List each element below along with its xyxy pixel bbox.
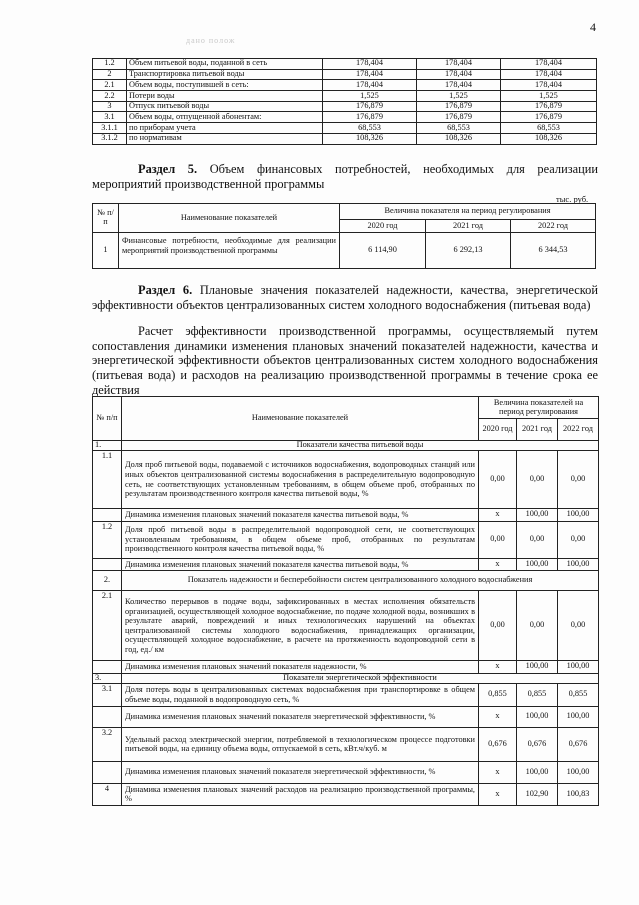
value-2022: 178,404 <box>501 80 597 91</box>
header-indicator-name: Наименование показателей <box>122 397 479 441</box>
value-2022: 176,879 <box>501 112 597 123</box>
row-name: Объем воды, поступившей в сеть: <box>127 80 323 91</box>
group-number: 1. <box>93 441 122 451</box>
value-2021: 100,00 <box>517 761 558 783</box>
row-name: Доля проб питьевой воды в распределительной водопроводной сети, не соответствующих установленным требованиям, в общем объеме проб, отобранных по результатам производственного контроля качества питьевой воды, % <box>122 521 479 558</box>
value-2022: 108,326 <box>501 133 597 144</box>
table-row <box>93 112 597 123</box>
header-indicator-name: Наименование показателей <box>119 204 340 233</box>
row-name: Объем воды, отпущенной абонентам: <box>127 112 323 123</box>
value-2020: 178,404 <box>323 80 417 91</box>
header-year-2022: 2022 год <box>558 419 599 441</box>
row-number: 3.1 <box>93 683 122 706</box>
row-number: 3 <box>93 101 127 112</box>
table-row <box>93 683 599 706</box>
table-row <box>93 783 599 805</box>
header-number: № п/п <box>93 397 122 441</box>
value-2022: 178,404 <box>501 69 597 80</box>
units-label: тыс. руб. <box>556 194 589 204</box>
row-number: 4 <box>93 783 122 805</box>
value-2021: 1,525 <box>417 91 501 102</box>
group-row <box>93 571 599 591</box>
value-2020: x <box>479 761 517 783</box>
table-row <box>93 706 599 727</box>
value-2022: 100,00 <box>558 761 599 783</box>
row-name: Потери воды <box>127 91 323 102</box>
value-2020: 0,855 <box>479 683 517 706</box>
row-number: 1.2 <box>93 59 127 70</box>
table-row <box>93 558 599 571</box>
value-2021: 100,00 <box>517 558 558 571</box>
header-year-2021: 2021 год <box>426 220 511 233</box>
row-name: по нормативам <box>127 133 323 144</box>
value-2020: 178,404 <box>323 69 417 80</box>
row-name: по приборам учета <box>127 123 323 134</box>
value-2020: x <box>479 558 517 571</box>
value-2020: 0,00 <box>479 451 517 509</box>
value-2021: 0,00 <box>517 521 558 558</box>
value-2020: 176,879 <box>323 112 417 123</box>
financial-needs-table <box>92 203 596 269</box>
value-2021: 0,00 <box>517 451 558 509</box>
group-row <box>93 673 599 683</box>
header-number: № п/п <box>93 204 119 233</box>
table-row <box>93 761 599 783</box>
value-2021: 178,404 <box>417 59 501 70</box>
value-2021: 100,00 <box>517 661 558 674</box>
group-number: 2. <box>93 571 122 591</box>
value-2022: 100,00 <box>558 558 599 571</box>
value-2021: 100,00 <box>517 509 558 522</box>
value-2021: 6 292,13 <box>426 233 511 269</box>
row-name: Объем питьевой воды, поданной в сеть <box>127 59 323 70</box>
value-2020: 108,326 <box>323 133 417 144</box>
value-2020: x <box>479 509 517 522</box>
value-2022: 100,00 <box>558 661 599 674</box>
row-number: 1 <box>93 233 119 269</box>
header-year-2020: 2020 год <box>340 220 426 233</box>
group-title: Показатели качества питьевой воды <box>122 441 599 451</box>
section-6-label: Раздел 6. <box>138 283 193 297</box>
section-5-heading <box>92 162 598 191</box>
row-number: 3.1.2 <box>93 133 127 144</box>
value-2020: 0,00 <box>479 521 517 558</box>
row-name: Отпуск питьевой воды <box>127 101 323 112</box>
value-2021: 68,553 <box>417 123 501 134</box>
section-6-title: Плановые значения показателей надежности, качества, энергетической эффективности объектов централизованных систем холодного водоснабжения (питьевая вода) <box>92 283 598 312</box>
table-row <box>93 451 599 509</box>
table-row <box>93 80 597 91</box>
value-2022: 0,855 <box>558 683 599 706</box>
value-2021: 0,855 <box>517 683 558 706</box>
header-year-2021: 2021 год <box>517 419 558 441</box>
table-row <box>93 521 599 558</box>
value-2021: 178,404 <box>417 69 501 80</box>
group-row <box>93 441 599 451</box>
row-name: Удельный расход электрической энергии, потребляемой в технологическом процессе подготовки питьевой воды, на единицу объема воды, отпускаемой в сеть, кВт.ч/куб. м <box>122 727 479 761</box>
value-2022: 0,00 <box>558 591 599 661</box>
value-2020: 178,404 <box>323 59 417 70</box>
value-2020: 1,525 <box>323 91 417 102</box>
table-row <box>93 727 599 761</box>
value-2020: x <box>479 706 517 727</box>
row-number: 2.1 <box>93 80 127 91</box>
section-6-heading <box>92 283 598 312</box>
header-year-2020: 2020 год <box>479 419 517 441</box>
row-number: 3.1 <box>93 112 127 123</box>
row-number: 3.1.1 <box>93 123 127 134</box>
value-2022: 0,676 <box>558 727 599 761</box>
section-5-title: Объем финансовых потребностей, необходимых для реализации мероприятий производственной программы <box>92 162 598 191</box>
table-row <box>93 123 597 134</box>
row-number: 3.2 <box>93 727 122 761</box>
paragraph-text: Расчет эффективности производственной программы, осуществляемый путем сопоставления динамики изменения плановых значений показателей надежности, качества и энергетической эффективности объектов централизованных систем холодного водоснабжения (питьевая вода) и расходов на реализацию производственной программы в течение срока ее действия <box>92 324 598 397</box>
table-row <box>93 91 597 102</box>
row-name: Динамика изменения плановых значений показателя надежности, % <box>122 661 479 674</box>
indicators-table <box>92 396 599 806</box>
value-2022: 100,00 <box>558 706 599 727</box>
page-number: 4 <box>590 20 596 34</box>
row-name: Транспортировка питьевой воды <box>127 69 323 80</box>
value-2022: 0,00 <box>558 521 599 558</box>
row-name: Динамика изменения плановых значений показателя энергетической эффективности, % <box>122 761 479 783</box>
value-2020: x <box>479 783 517 805</box>
value-2020: 6 114,90 <box>340 233 426 269</box>
table-row <box>93 591 599 661</box>
row-number: 2.2 <box>93 91 127 102</box>
group-number: 3. <box>93 673 122 683</box>
row-name: Динамика изменения плановых значений расходов на реализацию производственной программы, % <box>122 783 479 805</box>
value-2021: 102,90 <box>517 783 558 805</box>
table-row <box>93 233 596 269</box>
value-2022: 6 344,53 <box>511 233 596 269</box>
row-name: Динамика изменения плановых значений показателя энергетической эффективности, % <box>122 706 479 727</box>
section-5-label: Раздел 5. <box>138 162 198 176</box>
row-number: 1.2 <box>93 521 122 558</box>
value-2022: 100,83 <box>558 783 599 805</box>
value-2022: 1,525 <box>501 91 597 102</box>
table-row <box>93 101 597 112</box>
row-name: Количество перерывов в подаче воды, зафиксированных в местах исполнения обязательств организацией, осуществляющей холодное водоснабжение, по подаче холодной воды, возникших в результате аварий, повреждений и иных технологических нарушений на объектах централизованной системы холодного водоснабжения, принадлежащих организации, осуществляющей холодное водоснабжение, в расчете на протяженность водопроводной сети в год, ед./ км <box>122 591 479 661</box>
table-row <box>93 509 599 522</box>
value-2020: 68,553 <box>323 123 417 134</box>
row-number: 2 <box>93 69 127 80</box>
header-value-period: Величина показателя на период регулирования <box>340 204 596 220</box>
table-row <box>93 133 597 144</box>
value-2022: 0,00 <box>558 451 599 509</box>
value-2022: 100,00 <box>558 509 599 522</box>
row-name: Доля проб питьевой воды, подаваемой с источников водоснабжения, водопроводных станций или иных объектов централизованной системы водоснабжения в распределительную водопроводную сеть, не соответствующих установленным требованиям, в общем объеме проб, отобранных по результатам производственного контроля качества питьевой воды, % <box>122 451 479 509</box>
value-2021: 0,676 <box>517 727 558 761</box>
row-number: 1.1 <box>93 451 122 509</box>
value-2022: 68,553 <box>501 123 597 134</box>
value-2020: x <box>479 661 517 674</box>
value-2021: 108,326 <box>417 133 501 144</box>
row-name: Финансовые потребности, необходимые для реализации мероприятий производственной программы <box>119 233 340 269</box>
table-row <box>93 661 599 674</box>
table-row <box>93 59 597 70</box>
value-2020: 0,00 <box>479 591 517 661</box>
header-value-period: Величина показателей на период регулирования <box>479 397 599 419</box>
value-2022: 178,404 <box>501 59 597 70</box>
faint-stamp-text: дано полож <box>186 36 236 45</box>
value-2021: 176,879 <box>417 112 501 123</box>
header-year-2022: 2022 год <box>511 220 596 233</box>
value-2021: 178,404 <box>417 80 501 91</box>
water-volume-table <box>92 58 597 145</box>
value-2020: 0,676 <box>479 727 517 761</box>
value-2020: 176,879 <box>323 101 417 112</box>
row-number: 2.1 <box>93 591 122 661</box>
value-2022: 176,879 <box>501 101 597 112</box>
row-name: Доля потерь воды в централизованных системах водоснабжения при транспортировке в общем объеме воды, поданной в водопроводную сеть, % <box>122 683 479 706</box>
value-2021: 0,00 <box>517 591 558 661</box>
value-2021: 100,00 <box>517 706 558 727</box>
group-title: Показатели энергетической эффективности <box>122 673 599 683</box>
body-paragraph <box>92 324 598 397</box>
value-2021: 176,879 <box>417 101 501 112</box>
group-title: Показатель надежности и бесперебойности систем централизованного холодного водоснабжения <box>122 571 599 591</box>
table-row <box>93 69 597 80</box>
row-name: Динамика изменения плановых значений показателя качества питьевой воды, % <box>122 558 479 571</box>
row-name: Динамика изменения плановых значений показателя качества питьевой воды, % <box>122 509 479 522</box>
